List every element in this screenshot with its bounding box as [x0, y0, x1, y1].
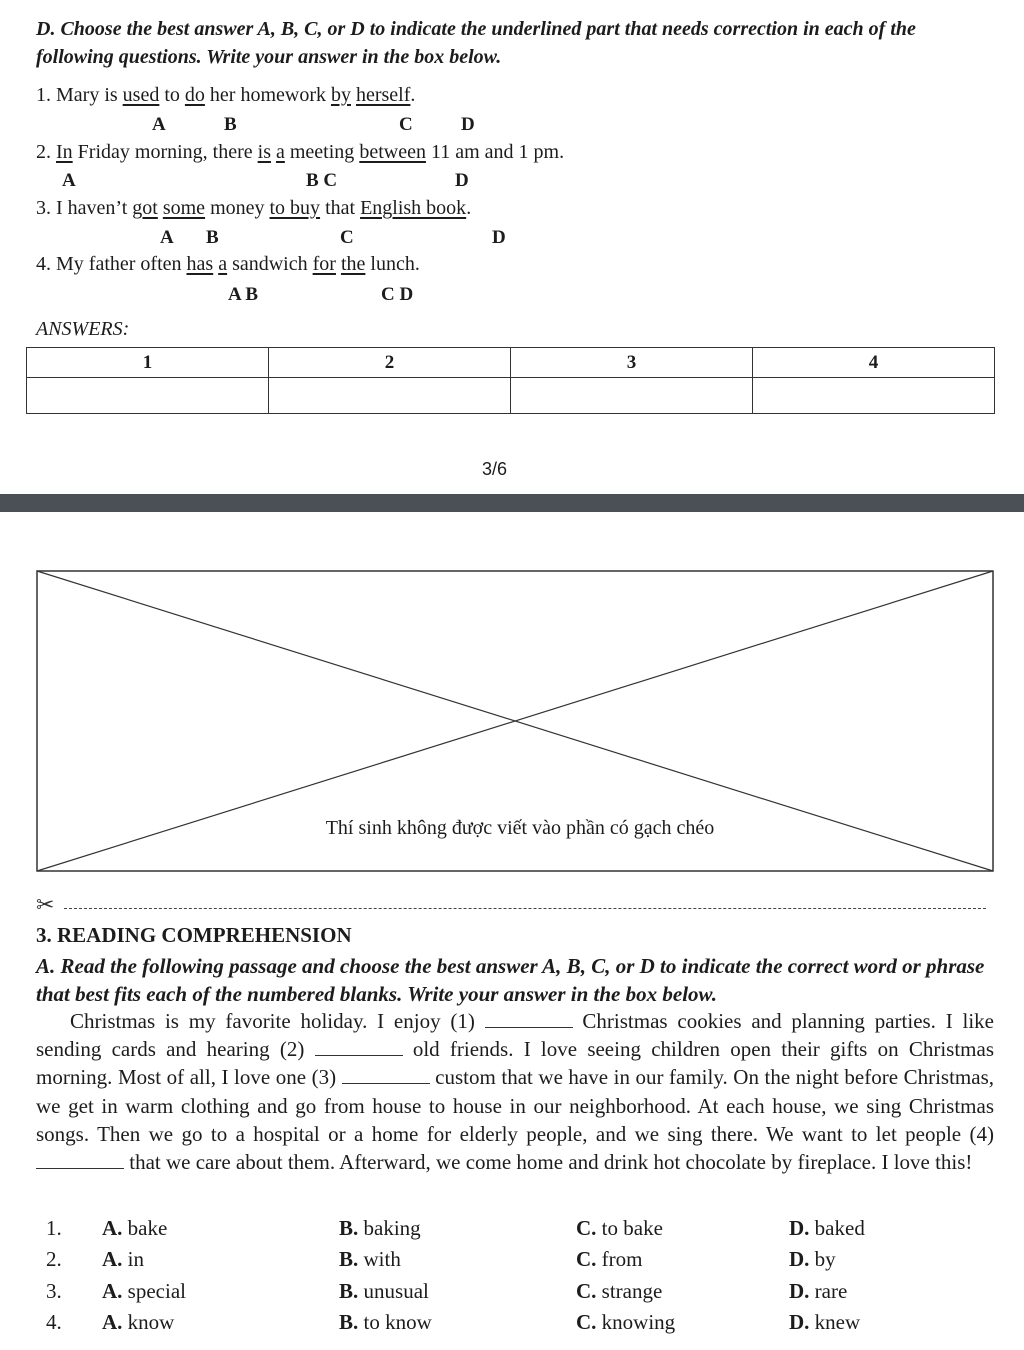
option-2d[interactable]: D. by	[789, 1247, 836, 1271]
option-2b[interactable]: B. with	[339, 1247, 401, 1271]
question-2: 2. In Friday morning, there is a meeting between 11 am and 1 pm.	[36, 141, 565, 163]
option-row-num: 2.	[46, 1247, 62, 1271]
reading-instruction: A. Read the following passage and choose the best answer A, B, C, or D to indicate the correct word or phrase that best fits each of the numbered blanks. Write your answer in the box below.	[36, 954, 985, 1006]
q1-label-d: D	[461, 114, 475, 135]
scissors-icon: ✂	[36, 893, 55, 918]
q2-label-a: A	[62, 170, 76, 191]
page-number: 3/6	[482, 459, 508, 479]
reading-passage: Christmas is my favorite holiday. I enjoy (1) Christmas cookies and planning parties. I like sending cards and hearing (2) old friends. I love seeing children open their gifts on Christmas morning. Most of all, I love one (3) custom that we have in our family. On the night before Christmas, we get in warm clothing and go from house to house in our neighborhood. At each house, we sing Christmas songs. Then we go to a hospital or a home for elderly people, and we sing there. We want to let people (4) that we care about them. Afterward, we come home and drink hot chocolate by fireplace. I love this!	[36, 1009, 994, 1175]
option-3b[interactable]: B. unusual	[339, 1279, 429, 1303]
option-row-num: 4.	[46, 1310, 62, 1334]
option-4d[interactable]: D. knew	[789, 1310, 861, 1334]
question-1: 1. Mary is used to do her homework by herself.	[36, 84, 416, 106]
q3-label-b: B	[206, 227, 219, 248]
question-3: 3. I haven’t got some money to buy that English book.	[36, 197, 472, 219]
option-4b[interactable]: B. to know	[339, 1310, 432, 1334]
answer-header-3: 3	[511, 348, 753, 378]
answers-table	[26, 347, 995, 414]
q4-label-ab: A B	[228, 284, 259, 305]
section-d-heading: D. Choose the best answer A, B, C, or D to indicate the underlined part that needs correction in each of the following questions. Write your answer in the box below.	[36, 18, 916, 68]
answer-header-1: 1	[27, 348, 269, 378]
crossed-box-note: Thí sinh không được viết vào phần có gạch chéo	[325, 817, 715, 839]
answers-title: ANSWERS:	[36, 318, 130, 340]
option-2c[interactable]: C. from	[576, 1247, 643, 1271]
answer-cell-3[interactable]	[511, 378, 753, 414]
q4-label-cd: C D	[381, 284, 414, 305]
option-3d[interactable]: D. rare	[789, 1279, 848, 1303]
blank-2[interactable]	[315, 1039, 403, 1056]
answer-header-4: 4	[753, 348, 995, 378]
option-1b[interactable]: B. baking	[339, 1216, 421, 1240]
answer-cell-1[interactable]	[27, 378, 269, 414]
q3-label-c: C	[340, 227, 354, 248]
answer-header-2: 2	[269, 348, 511, 378]
blank-1[interactable]	[485, 1011, 573, 1028]
q1-label-b: B	[224, 114, 237, 135]
option-3a[interactable]: A. special	[102, 1279, 186, 1303]
q1-label-c: C	[399, 114, 413, 135]
q2-label-d: D	[455, 170, 469, 191]
option-row-num: 3.	[46, 1279, 62, 1303]
option-3c[interactable]: C. strange	[576, 1279, 663, 1303]
option-4a[interactable]: A. know	[102, 1310, 175, 1334]
q3-label-a: A	[160, 227, 174, 248]
option-4c[interactable]: C. knowing	[576, 1310, 676, 1334]
option-1a[interactable]: A. bake	[102, 1216, 168, 1240]
question-4: 4. My father often has a sandwich for the lunch.	[36, 253, 420, 275]
reading-title: 3. READING COMPREHENSION	[36, 923, 352, 947]
q3-label-d: D	[492, 227, 506, 248]
answer-cell-4[interactable]	[753, 378, 995, 414]
page-divider	[0, 494, 1024, 512]
option-1c[interactable]: C. to bake	[576, 1216, 663, 1240]
option-2a[interactable]: A. in	[102, 1247, 145, 1271]
blank-3[interactable]	[342, 1067, 430, 1084]
answer-cell-2[interactable]	[269, 378, 511, 414]
option-row-num: 1.	[46, 1216, 62, 1240]
cut-line	[64, 908, 986, 909]
option-1d[interactable]: D. baked	[789, 1216, 865, 1240]
blank-4[interactable]	[36, 1152, 124, 1169]
q1-label-a: A	[152, 114, 166, 135]
q2-label-bc: B C	[306, 170, 338, 191]
